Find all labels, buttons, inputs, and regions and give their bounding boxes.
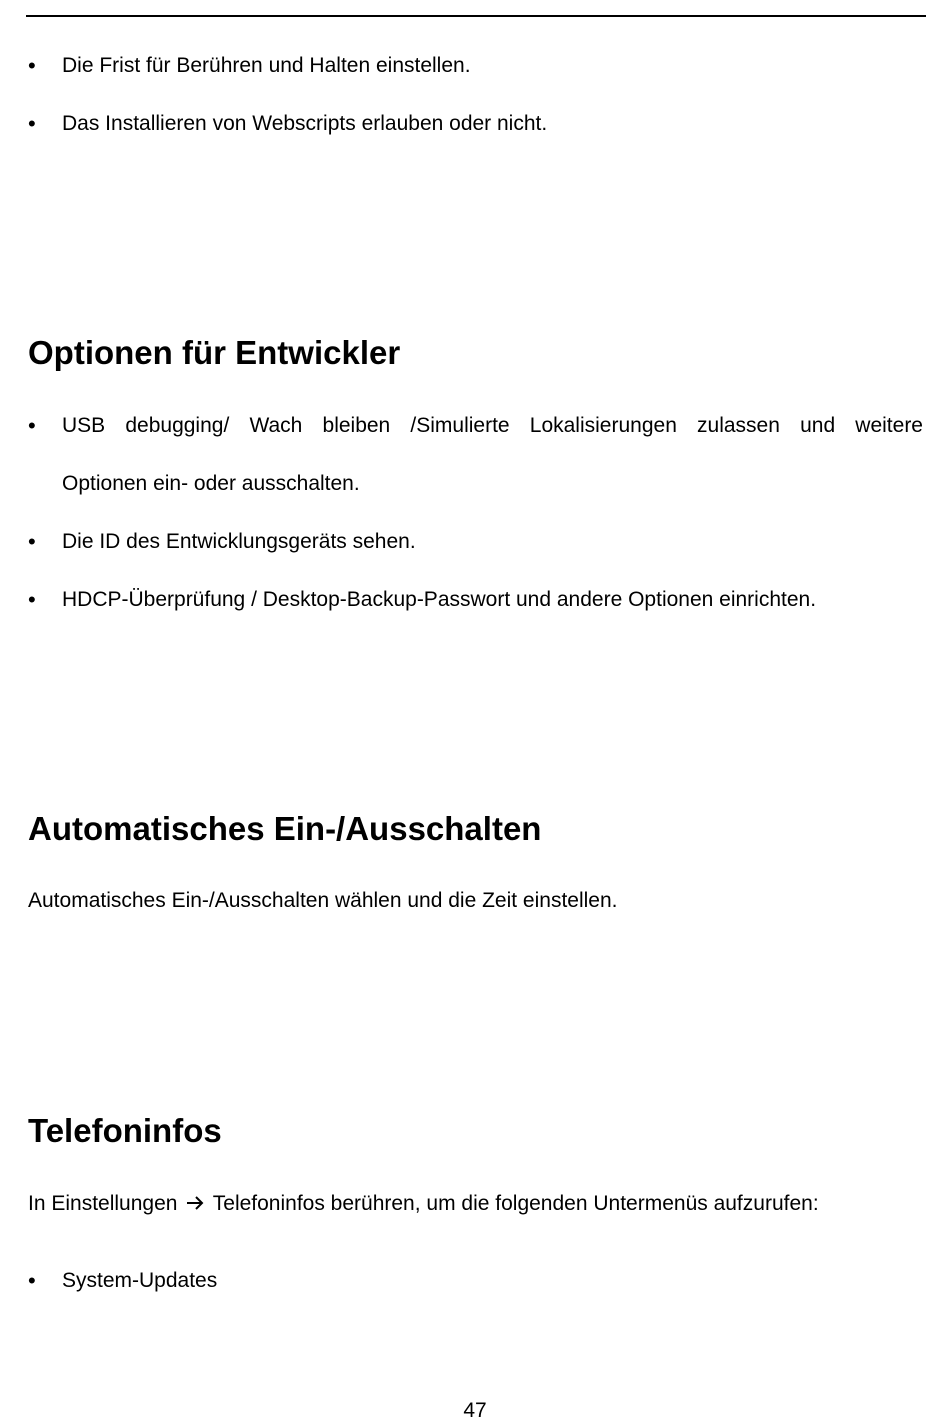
list-item: Das Installieren von Webscripts erlauben oder nicht. bbox=[62, 112, 548, 135]
bullet-icon: • bbox=[28, 413, 36, 438]
list-item: USB debugging/ Wach bleiben /Simulierte Lokalisierungen zulassen und weitere bbox=[62, 414, 923, 437]
section-heading-auto-power: Automatisches Ein-/Ausschalten bbox=[28, 810, 542, 847]
bullet-icon: • bbox=[28, 587, 36, 612]
page-number: 47 bbox=[463, 1399, 487, 1422]
intro-text-before: In Einstellungen bbox=[28, 1192, 178, 1215]
intro-text-after: Telefoninfos berühren, um die folgenden Untermenüs aufzurufen: bbox=[212, 1192, 819, 1215]
arrow-right-icon bbox=[185, 1193, 205, 1213]
list-item: HDCP-Überprüfung / Desktop-Backup-Passwort und andere Optionen einrichten. bbox=[62, 588, 817, 611]
header-rule bbox=[26, 15, 926, 17]
section-heading-phone-info: Telefoninfos bbox=[28, 1112, 222, 1149]
bullet-icon: • bbox=[28, 1268, 36, 1293]
bullet-icon: • bbox=[28, 53, 36, 78]
list-item: System-Updates bbox=[62, 1269, 218, 1292]
bullet-icon: • bbox=[28, 111, 36, 136]
paragraph bbox=[28, 1191, 819, 1217]
section-heading-developer: Optionen für Entwickler bbox=[28, 334, 401, 371]
list-item: Die Frist für Berühren und Halten einstellen. bbox=[62, 54, 471, 77]
bullet-icon: • bbox=[28, 529, 36, 554]
list-item: Die ID des Entwicklungsgeräts sehen. bbox=[62, 530, 416, 553]
list-item-continuation: Optionen ein- oder ausschalten. bbox=[62, 472, 360, 495]
paragraph: Automatisches Ein-/Ausschalten wählen und die Zeit einstellen. bbox=[28, 889, 618, 912]
